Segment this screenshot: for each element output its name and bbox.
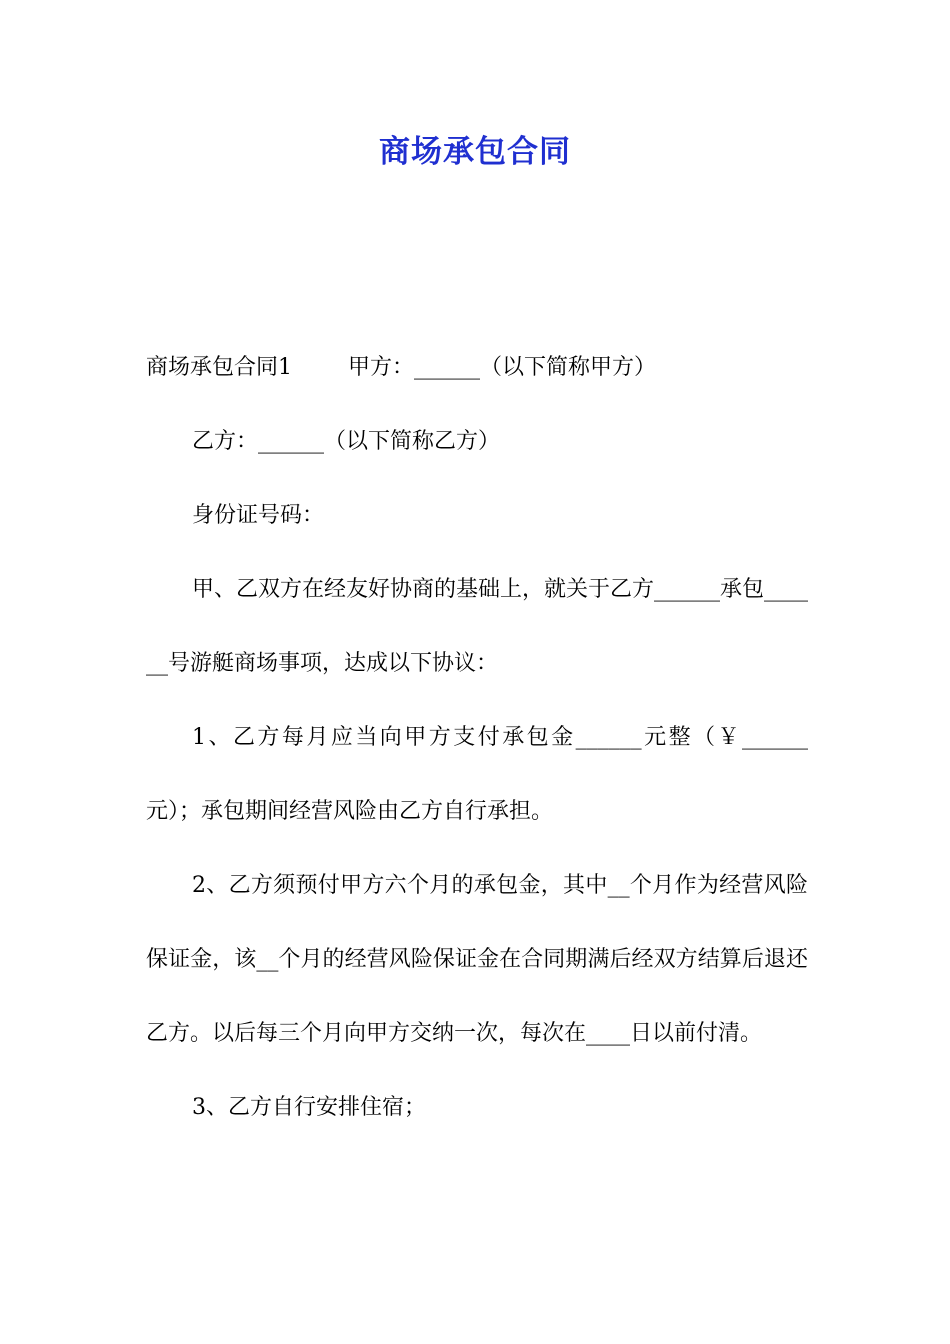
party-b-line: 乙方：______（以下简称乙方） xyxy=(192,429,501,454)
intro-paragraph: 甲、乙双方在经友好协商的基础上，就关于乙方______承包______号游艇商场事项，达成以下协议： xyxy=(146,577,809,676)
document-body xyxy=(146,331,808,1145)
clause-1: 1、乙方每月应当向甲方支付承包金______元整（￥______元）；承包期间经营风险由乙方自行承担。 xyxy=(146,725,808,824)
clause-2: 2、乙方须预付甲方六个月的承包金，其中__个月作为经营风险保证金，该__个月的经营风险保证金在合同期满后经双方结算后退还乙方。以后每三个月向甲方交纳一次，每次在____日以前付清。 xyxy=(146,873,808,1046)
contract-number-label: 商场承包合同1 xyxy=(146,355,292,380)
id-number-line: 身份证号码： xyxy=(192,503,325,528)
opening-line xyxy=(146,331,808,405)
party-a-line: 甲方：______（以下简称甲方） xyxy=(348,355,657,380)
clause-3: 3、乙方自行安排住宿； xyxy=(192,1095,426,1120)
document-title: 商场承包合同 xyxy=(379,134,571,170)
